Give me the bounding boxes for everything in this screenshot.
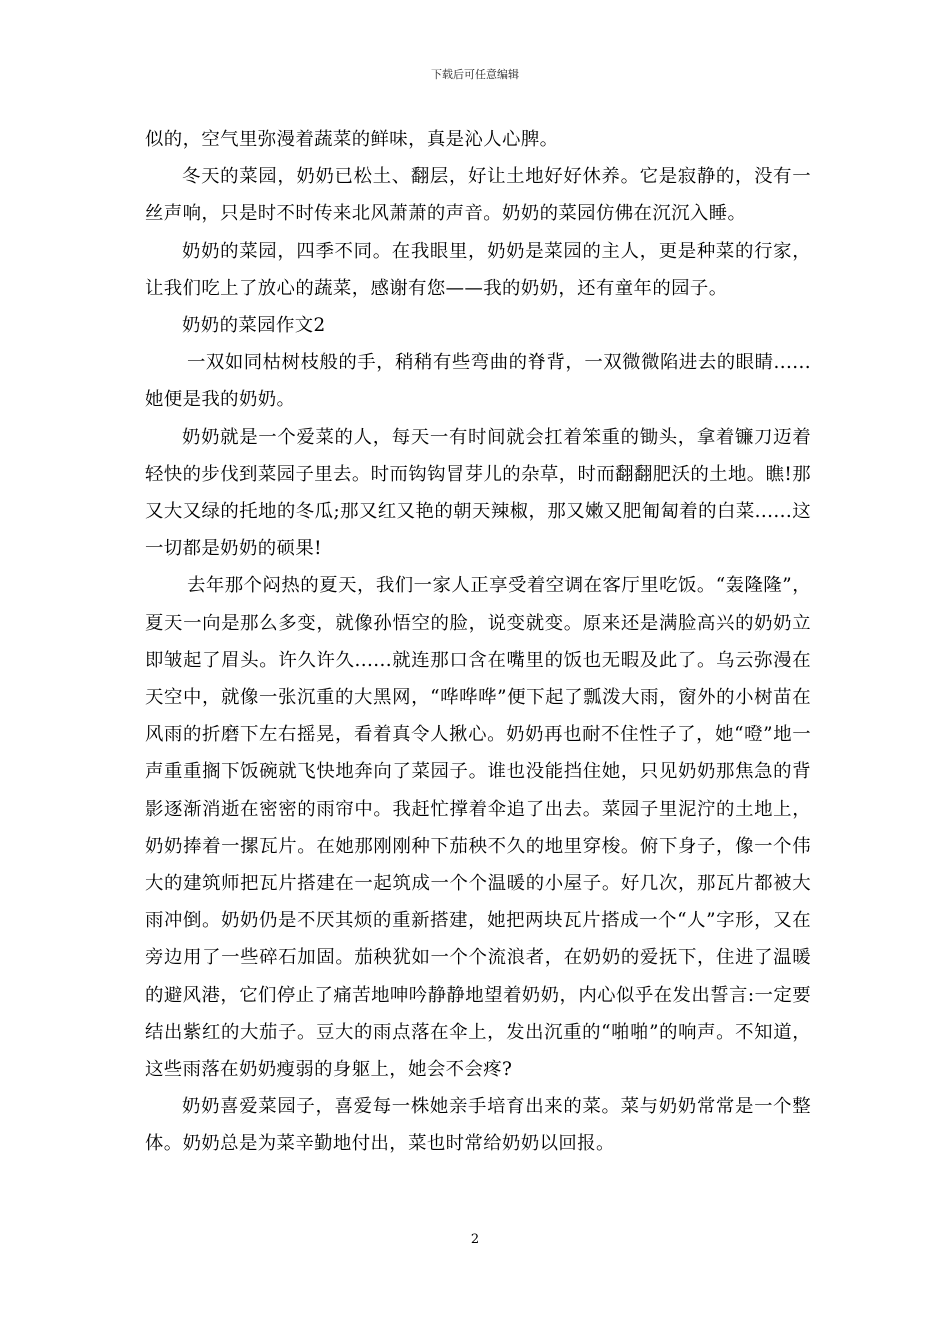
- paragraph-grandma-intro: 一双如同枯树枝般的手，稍稍有些弯曲的脊背，一双微微陷进去的眼睛......她便是我的奶奶。: [145, 352, 811, 411]
- paragraph-conclusion: 奶奶喜爱菜园子，喜爱每一株她亲手培育出来的菜。菜与奶奶常常是一个整体。奶奶总是为菜辛勤地付出，菜也时常给奶奶以回报。: [145, 1096, 811, 1155]
- document-body: [145, 121, 811, 1163]
- paragraph-summer-storm: 去年那个闷热的夏天，我们一家人正享受着空调在客厅里吃饭。“轰隆隆”，夏天一向是那么多变，就像孙悟空的脸，说变就变。原来还是满脸高兴的奶奶立即皱起了眉头。许久许久......就连那口含在嘴里的饭也无暇及此了。乌云弥漫在天空中，就像一张沉重的大黑网，“哗哗哗”便下起了瓢泼大雨，窗外的小树苗在风雨的折磨下左右摇晃，看着真令人揪心。奶奶再也耐不住性子了，她“噔”地一声重重搁下饭碗就飞快地奔向了菜园子。谁也没能挡住她，只见奶奶那焦急的背影逐渐消逝在密密的雨帘中。我赶忙撑着伞追了出去。菜园子里泥泞的土地上，奶奶捧着一摞瓦片。在她那刚刚种下茄秧不久的地里穿梭。俯下身子，像一个伟大的建筑师把瓦片搭建在一起筑成一个个温暖的小屋子。好几次，那瓦片都被大雨冲倒。奶奶仍是不厌其烦的重新搭建，她把两块瓦片搭成一个“人”字形，又在旁边用了一些碎石加固。茄秧犹如一个个流浪者，在奶奶的爱抚下，住进了温暖的避风港，它们停止了痛苦地呻吟静静地望着奶奶，内心似乎在发出誓言:一定要结出紫红的大茄子。豆大的雨点落在伞上，发出沉重的“啪啪”的响声。不知道，这些雨落在奶奶瘦弱的身躯上，她会不会疼?: [145, 575, 811, 1081]
- essay-heading: 奶奶的菜园作文2: [182, 315, 326, 337]
- paragraph-continuation: 似的，空气里弥漫着蔬菜的鲜味，真是沁人心脾。: [145, 129, 559, 150]
- header-note: 下载后可任意编辑: [431, 68, 519, 81]
- paragraph-winter-garden: 冬天的菜园，奶奶已松土、翻层，好让土地好好休养。它是寂静的，没有一丝声响，只是时不时传来北风萧萧的声音。奶奶的菜园仿佛在沉沉入睡。: [145, 166, 811, 225]
- paragraph-four-seasons: 奶奶的菜园，四季不同。在我眼里，奶奶是菜园的主人，更是种菜的行家，让我们吃上了放心的蔬菜，感谢有您——我的奶奶，还有童年的园子。: [145, 240, 811, 299]
- page-number: 2: [470, 1232, 480, 1247]
- paragraph-loves-vegetables: 奶奶就是一个爱菜的人，每天一有时间就会扛着笨重的锄头，拿着镰刀迈着轻快的步伐到菜园子里去。时而钩钩冒芽儿的杂草，时而翻翻肥沃的土地。瞧!那又大又绿的托地的冬瓜;那又红又艳的朝天辣椒，那又嫩又肥匍匐着的白菜......这一切都是奶奶的硕果!: [145, 426, 811, 560]
